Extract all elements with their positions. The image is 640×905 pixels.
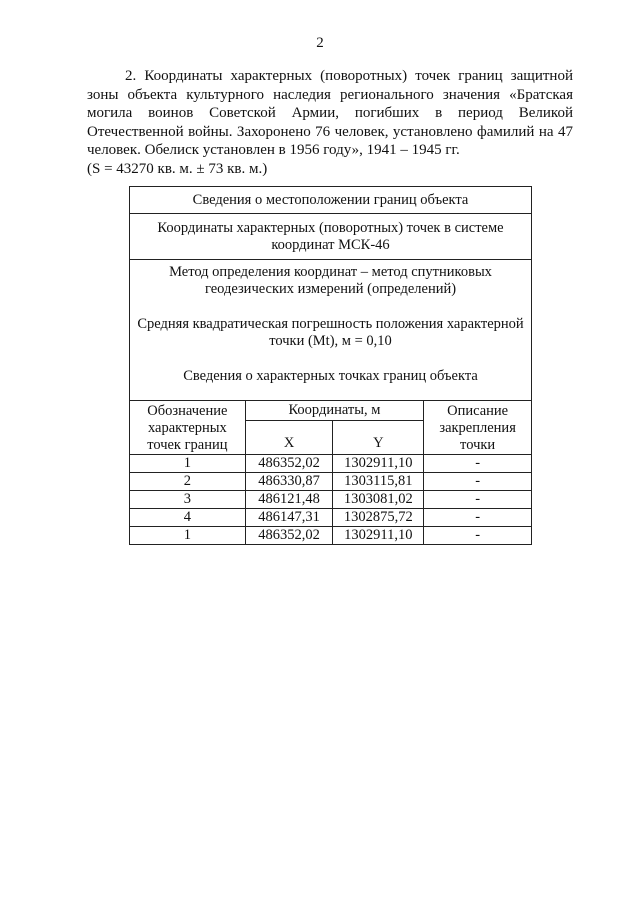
coordinates-column-header: Координаты, м [245, 401, 424, 421]
boundary-table [129, 186, 532, 545]
intro-section [87, 67, 573, 178]
accuracy-text: Средняя квадратическая погрешность положения характерной точки (Мt), м = 0,10 [137, 316, 524, 349]
x-cell: 486352,02 [245, 455, 333, 473]
y-cell: 1302911,10 [333, 455, 424, 473]
table-row [130, 509, 532, 527]
description-cell: - [424, 455, 532, 473]
point-cell: 1 [130, 527, 246, 545]
table-row [130, 473, 532, 491]
y-cell: 1302911,10 [333, 527, 424, 545]
point-cell: 4 [130, 509, 246, 527]
description-cell: - [424, 509, 532, 527]
description-column-header: Описание закрепления точки [424, 401, 532, 455]
location-header: Сведения о местоположении границ объекта [130, 187, 532, 214]
point-cell: 2 [130, 473, 246, 491]
page-number: 2 [316, 35, 324, 51]
y-cell: 1303115,81 [333, 473, 424, 491]
intro-paragraph: 2. Координаты характерных (поворотных) точек границ защитной зоны объекта культурного наследия регионального значения «Братская могила воинов Советской Армии, погибших в период Великой Отечественной войны. Захоронено 76 человек, установлено фамилий на 47 человек. Обелиск установлен в 1956 году», 1941 – 1945 гг. [87, 68, 573, 158]
point-cell: 1 [130, 455, 246, 473]
table-row [130, 527, 532, 545]
table-row [130, 491, 532, 509]
y-column-header: Y [333, 420, 424, 454]
area-line: (S = 43270 кв. м. ± 73 кв. м.) [87, 160, 268, 177]
x-cell: 486330,87 [245, 473, 333, 491]
x-cell: 486147,31 [245, 509, 333, 527]
point-cell: 3 [130, 491, 246, 509]
x-column-header: X [245, 420, 333, 454]
description-cell: - [424, 473, 532, 491]
designation-column-header: Обозначение характерных точек границ [130, 401, 246, 455]
method-cell [130, 260, 532, 401]
table-row [130, 455, 532, 473]
y-cell: 1302875,72 [333, 509, 424, 527]
coordinate-system-header: Координаты характерных (поворотных) точек в системе координат МСК-46 [130, 214, 532, 260]
points-title: Сведения о характерных точках границ объекта [183, 368, 478, 384]
x-cell: 486121,48 [245, 491, 333, 509]
y-cell: 1303081,02 [333, 491, 424, 509]
x-cell: 486352,02 [245, 527, 333, 545]
method-text: Метод определения координат – метод спутниковых геодезических измерений (определений) [169, 264, 492, 297]
description-cell: - [424, 527, 532, 545]
description-cell: - [424, 491, 532, 509]
